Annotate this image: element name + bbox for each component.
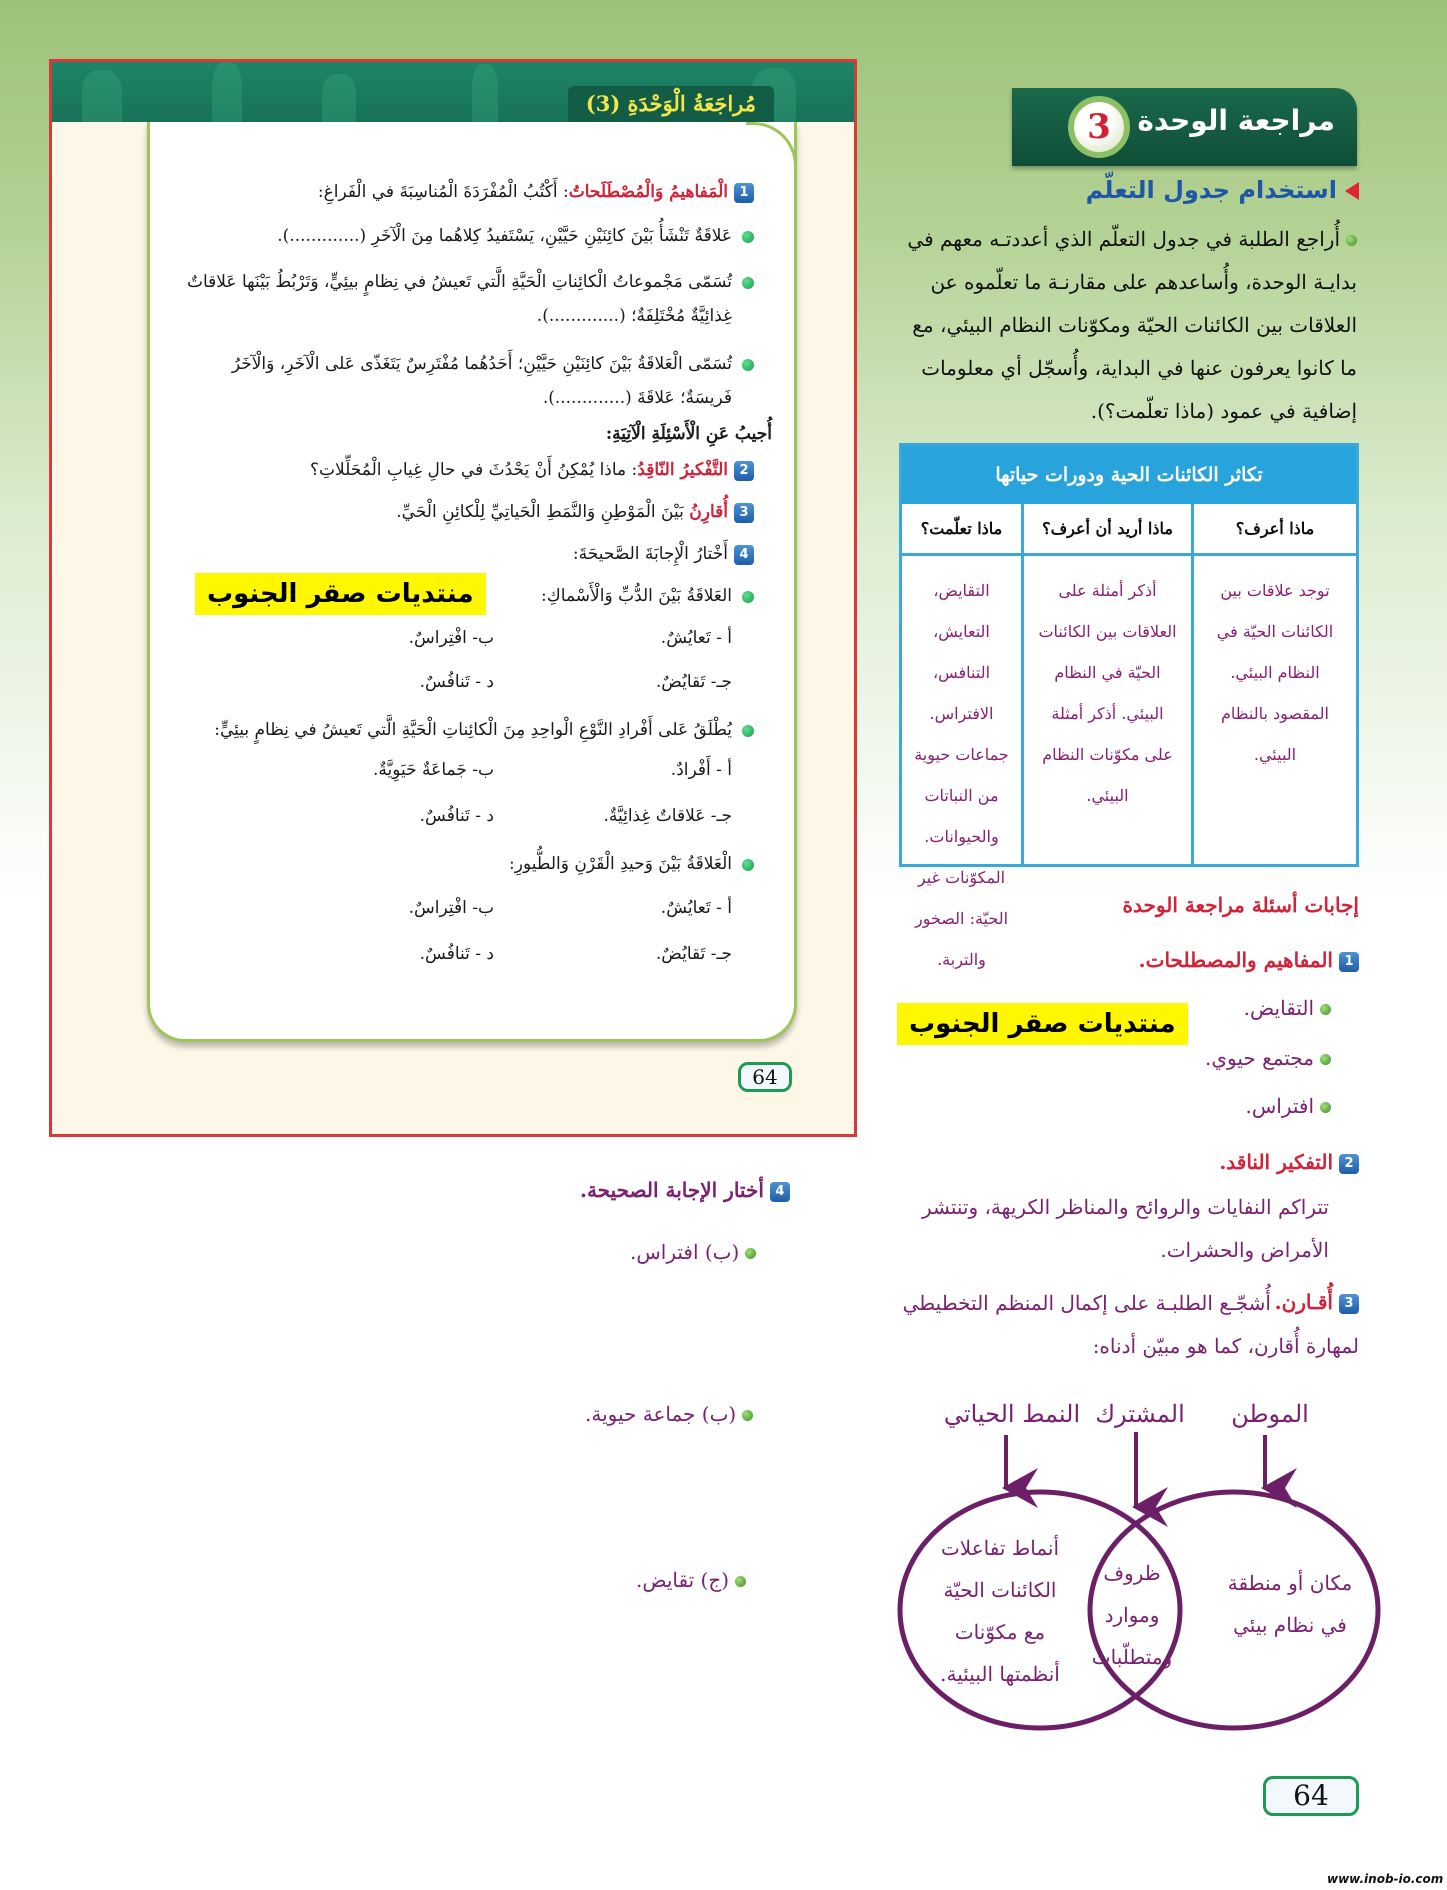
- mcq-option-a[interactable]: أ - أَفْرادٌ.: [670, 760, 732, 780]
- section4-heading: 4أَخْتارُ الْإِجابَةَ الصَّحيحَةَ:: [573, 540, 754, 568]
- mcq-option-a[interactable]: أ - تَعايُشٌ.: [660, 898, 732, 918]
- answer2-text: تتراكم النفايات والروائح والمناظر الكريهة، وتنتشر الأمراض والحشرات.: [921, 1195, 1329, 1262]
- bullet-icon: [735, 1576, 746, 1587]
- number-badge-icon: 3: [734, 503, 754, 523]
- silhouette-decoration: [472, 64, 498, 122]
- number-badge-icon: 1: [734, 183, 754, 203]
- answer-prompt: أُجيبُ عَنِ الْأَسْئِلَةِ الْآتِيَةِ:: [605, 424, 772, 444]
- section1-instruction: : أَكْتُبُ الْمُفْرَدَةَ الْمُناسِبَةَ في الْفَراغِ:: [317, 182, 569, 202]
- site-url[interactable]: www.inob-io.com: [1327, 1872, 1444, 1886]
- book-banner: [52, 62, 854, 122]
- answer4-heading: 4أختار الإجابة الصحيحة.: [580, 1178, 790, 1202]
- kwl-column-know: [1191, 504, 1356, 864]
- venn-text-line: وموارد: [1104, 1603, 1160, 1627]
- answer-item: (ج) تقايض.: [636, 1568, 746, 1592]
- venn-diagram: [890, 1380, 1390, 1750]
- kwl-table-title: تكاثر الكائنات الحية ودورات حياتها: [902, 446, 1356, 504]
- venn-label-common: المشترك: [1095, 1400, 1185, 1428]
- number-badge-icon: 4: [770, 1182, 790, 1202]
- mcq-option-d[interactable]: د - تَنافُسٌ.: [419, 806, 494, 826]
- mcq-option-c[interactable]: جـ- تَقايُضٌ.: [655, 944, 732, 964]
- mcq-option-c[interactable]: جـ- عَلاقاتٌ غِذائِيَّةٌ.: [603, 806, 732, 826]
- answer-item: (ب) افتراس.: [630, 1240, 756, 1264]
- mcq-stem: العَلاقَةُ بَيْنَ الدُّبِّ وَالْأَسْماكِ:: [541, 582, 754, 610]
- mcq-option-d[interactable]: د - تَنافُسٌ.: [419, 672, 494, 692]
- bullet-icon: [742, 231, 754, 243]
- answer3-heading: 3أُقـارن.: [1275, 1290, 1359, 1314]
- number-badge-icon: 2: [734, 461, 754, 481]
- watermark-banner: منتديات صقر الجنوب: [195, 573, 486, 615]
- kwl-column-body: توجد علاقات بين الكائنات الحيّة في النظام البيئي. المقصود بالنظام البيئي.: [1216, 581, 1334, 764]
- mcq-option-b[interactable]: ب- جَماعَةٌ حَيَوِيَّةٌ.: [372, 760, 494, 780]
- mcq-stem: الْعَلاقَةُ بَيْنَ وَحيدِ الْقَرْنِ وَالطُّيورِ:: [509, 850, 754, 878]
- section1-heading: [318, 178, 754, 206]
- answer-item: افتراس.: [1245, 1094, 1331, 1118]
- venn-text-line: ومتطلّبات: [1091, 1645, 1173, 1669]
- venn-text-habitat: [1228, 1569, 1352, 1637]
- mcq-stem: يُطْلَقُ عَلى أَفْرادِ النَّوْعِ الْواحِدِ مِنَ الْكائِناتِ الْحَيَّةِ الَّتي تَعيشُ في نِظامٍ بيئِيٍّ:: [214, 716, 754, 744]
- mcq-option-d[interactable]: د - تَنافُسٌ.: [419, 944, 494, 964]
- answer-item: التقايض.: [1244, 996, 1331, 1020]
- bullet-icon: [745, 1248, 756, 1259]
- answer1-heading: 1المفاهيم والمصطلحات.: [1139, 948, 1359, 972]
- bullet-icon: [1320, 1054, 1331, 1065]
- unit-review-header: [1012, 88, 1357, 166]
- list-item: تُسَمّى الْعَلاقَةُ بَيْنَ كائِنَيْنِ حَيَّيْنِ؛ أَحَدُهُما مُفْتَرِسٌ يَتَغَذّى عَلى الْآخَرِ، وَالْآخَرُ: [232, 350, 754, 378]
- book-page-number: 64: [738, 1062, 792, 1092]
- bullet-icon: [1320, 1004, 1331, 1015]
- bullet-icon: [1320, 1102, 1331, 1113]
- venn-text-line: ظروف: [1103, 1561, 1161, 1585]
- watermark-banner: منتديات صقر الجنوب: [897, 1003, 1188, 1045]
- bullet-icon: [742, 1410, 753, 1421]
- section2-question: 2التَّفْكيرُ النّاقِدُ: ماذا يُمْكِنُ أَنْ يَحْدُثَ في حالِ غِيابِ الْمُحَلِّلاتِ؟: [310, 456, 754, 484]
- mcq-option-a[interactable]: أ - تَعايُشٌ.: [660, 628, 732, 648]
- bullet-icon: [742, 859, 754, 871]
- kwl-column-body: أذكر أمثلة على العلاقات بين الكائنات الحيّة في النظام البيئي. أذكر أمثلة على مكوّنات النظام البيئي.: [1038, 581, 1177, 805]
- unit-review-title: مراجعة الوحدة: [1137, 104, 1335, 137]
- silhouette-decoration: [212, 62, 242, 122]
- kwl-column-want: [1021, 504, 1191, 864]
- kwl-column-header: ماذا أريد أن أعرف؟: [1024, 504, 1191, 556]
- kwl-column-learned: [902, 504, 1021, 969]
- venn-text-line: في نظام بيئي: [1233, 1613, 1347, 1637]
- triangle-pointer-icon: [1345, 182, 1359, 200]
- bullet-icon: [742, 277, 754, 289]
- answers-heading: إجابات أسئلة مراجعة الوحدة: [1122, 893, 1359, 917]
- list-item: تُسَمّى مَجْموعاتُ الْكائِناتِ الْحَيَّةِ الَّتي تَعيشُ في نِظامٍ بيئِيٍّ، وَتَرْبُطُ بَيْنَها عَلاقاتٌ: [187, 268, 754, 296]
- bullet-icon: [1346, 235, 1357, 246]
- list-item: عَلاقَةٌ تَنْشَأُ بَيْنَ كائِنَيْنِ حَيَّيْنِ، يَسْتَفيدُ كِلاهُما مِنَ الْآخَرِ (.............).: [277, 222, 754, 250]
- kwl-column-header: ماذا تعلّمت؟: [902, 504, 1021, 556]
- answer2-heading: 2التفكير الناقد.: [1219, 1150, 1359, 1174]
- list-item-continuation: فَريسَةٌ؛ عَلاقَةَ (.............).: [542, 388, 732, 408]
- silhouette-decoration: [322, 74, 356, 122]
- number-badge-icon: 4: [734, 545, 754, 565]
- number-badge-icon: 1: [1339, 952, 1359, 972]
- section1-label: الْمَفاهيمُ وَالْمُصْطَلَحاتُ: [568, 182, 728, 202]
- venn-text-line: أنماط تفاعلات: [940, 1536, 1060, 1560]
- list-item-continuation: غِذائِيَّةٌ مُخْتَلِفَةٌ؛ (.............).: [536, 306, 732, 326]
- section3-question: 3أُقارِنُ بَيْنَ الْمَوْطِنِ وَالنَّمَطِ الْحَياتِيِّ لِلْكائِنِ الْحَيِّ.: [396, 498, 754, 526]
- answer-item: (ب) جماعة حيوية.: [585, 1402, 753, 1426]
- answer3-text: أُشجّـع الطلبـة على إكمال المنظم التخطيطي لمهارة أُقارن، كما هو مبيّن أدناه:: [902, 1291, 1359, 1358]
- venn-text-line: مع مكوّنات: [954, 1620, 1046, 1644]
- venn-text-line: أنظمتها البيئية.: [940, 1662, 1060, 1686]
- venn-text-common: [1092, 1561, 1172, 1669]
- number-badge-icon: 3: [1339, 1294, 1359, 1314]
- venn-text-line: الكائنات الحيّة: [943, 1578, 1057, 1602]
- bullet-icon: [742, 591, 754, 603]
- guide-page-number: 64: [1263, 1776, 1359, 1816]
- kwl-column-body: التقايض، التعايش، التنافس، الافتراس. جماعات حيوية من النباتات والحيوانات. المكوّنات غير الحيّة: الصخور والتربة.: [914, 581, 1009, 969]
- learning-table-paragraph: أُراجع الطلبة في جدول التعلّم الذي أعددتـه معهم في بدايـة الوحدة، وأُساعدهم على مقارنـة ما تعلّموه عن العلاقات بين الكائنات الحيّة ومكوّنات النظام البيئي، مع ما كانوا يعرفون عنها في البداية، وأُسجّل أي معلومات إضافية في عمود (ماذا تعلّمت؟).: [907, 227, 1357, 423]
- answer-item: مجتمع حيوي.: [1205, 1046, 1331, 1070]
- mcq-option-b[interactable]: ب- افْتِراسٌ.: [408, 898, 494, 918]
- silhouette-decoration: [82, 70, 122, 122]
- book-section-title: مُراجَعَةُ الْوَحْدَةِ (3): [568, 86, 774, 122]
- venn-text-lifestyle: [940, 1534, 1060, 1686]
- unit-number-badge: 3: [1068, 96, 1130, 158]
- venn-label-lifestyle: النمط الحياتي: [943, 1400, 1081, 1428]
- learning-table-heading: استخدام جدول التعلّم: [1086, 176, 1359, 204]
- bullet-icon: [742, 725, 754, 737]
- number-badge-icon: 2: [1339, 1154, 1359, 1174]
- bullet-icon: [742, 359, 754, 371]
- mcq-option-b[interactable]: ب- افْتِراسٌ.: [408, 628, 494, 648]
- venn-label-habitat: الموطن: [1231, 1400, 1309, 1428]
- mcq-option-c[interactable]: جـ- تَقايُضٌ.: [655, 672, 732, 692]
- venn-text-line: مكان أو منطقة: [1227, 1571, 1353, 1595]
- kwl-column-header: ماذا أعرف؟: [1194, 504, 1356, 556]
